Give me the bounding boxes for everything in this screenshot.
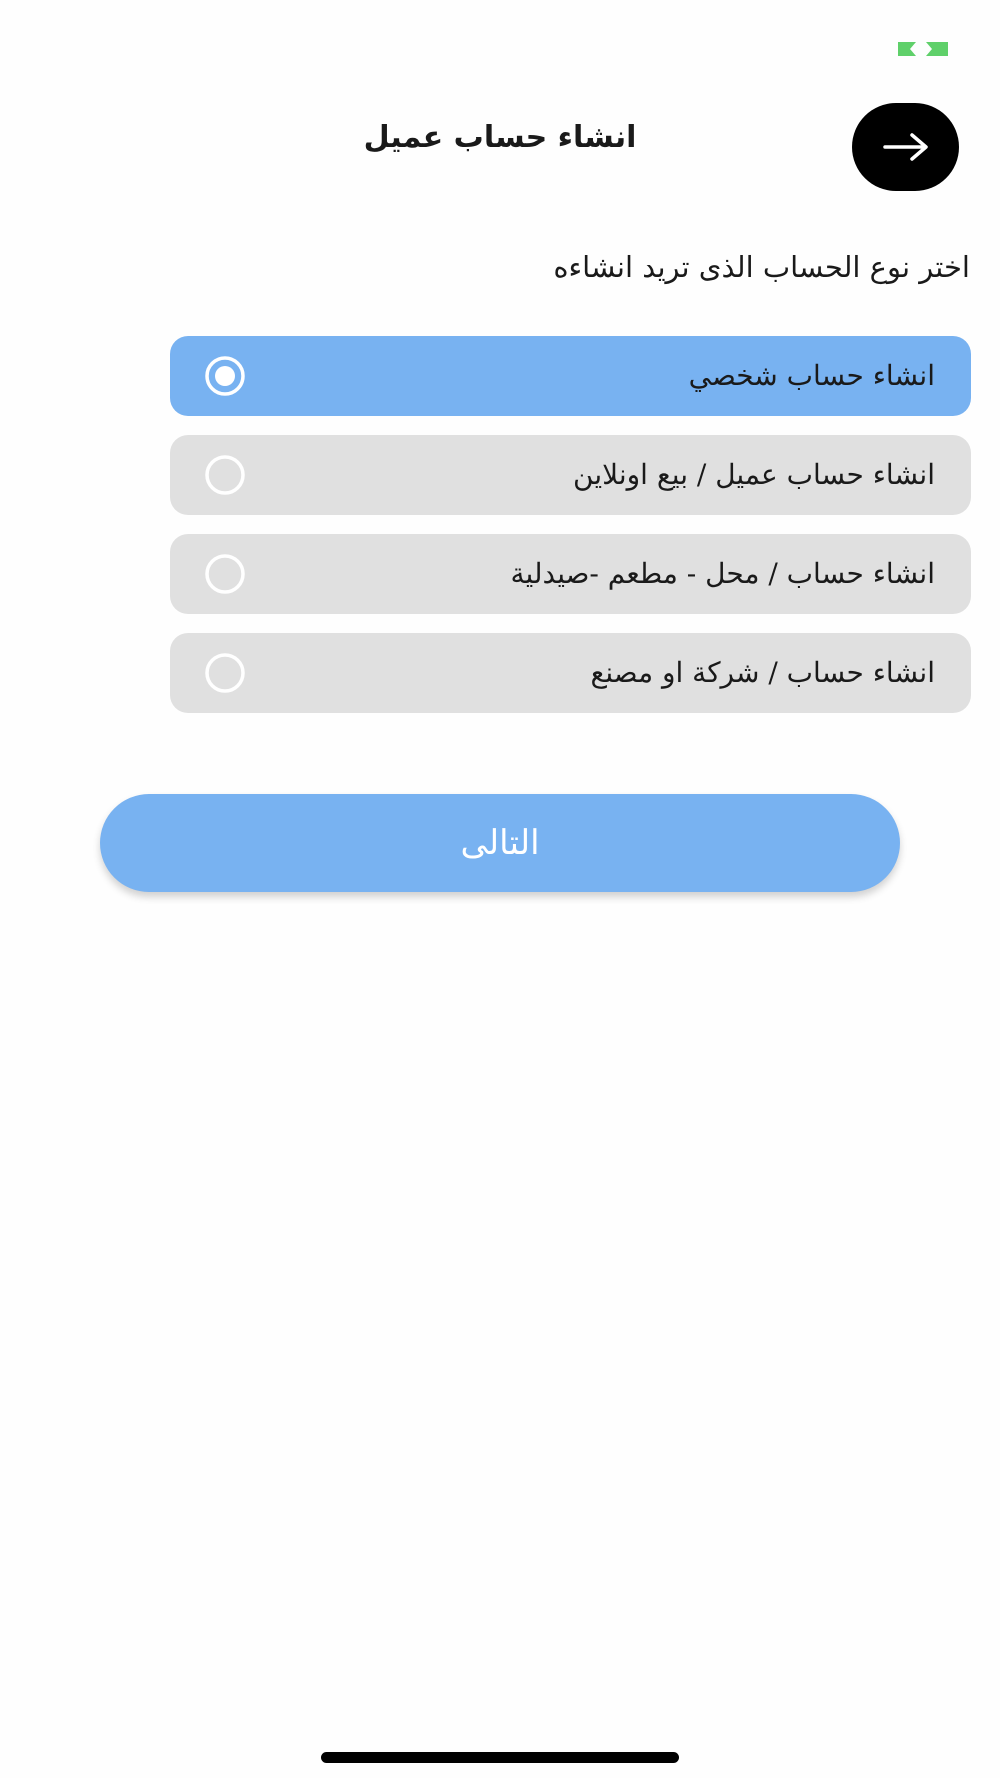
subtitle: اختر نوع الحساب الذى تريد انشاءه [553,250,970,284]
account-type-options [170,336,971,732]
option-label: انشاء حساب / شركة او مصنع [590,656,935,689]
option-label: انشاء حساب شخصي [688,359,935,392]
radio-unselected-icon[interactable] [204,553,246,595]
page-title: انشاء حساب عميل [363,120,637,155]
option-shop-account[interactable] [170,534,971,614]
option-online-seller-account[interactable] [170,435,971,515]
radio-unselected-icon[interactable] [204,454,246,496]
radio-selected-icon[interactable] [204,355,246,397]
status-indicator-icon [898,40,948,58]
back-button[interactable] [852,103,959,191]
option-label: انشاء حساب عميل / بيع اونلاين [573,458,935,491]
next-button[interactable]: التالى [100,794,900,892]
arrow-right-icon [882,132,930,162]
radio-unselected-icon[interactable] [204,652,246,694]
option-personal-account[interactable] [170,336,971,416]
option-label: انشاء حساب / محل - مطعم -صيدلية [510,557,935,590]
home-indicator[interactable] [321,1752,679,1763]
option-company-account[interactable] [170,633,971,713]
